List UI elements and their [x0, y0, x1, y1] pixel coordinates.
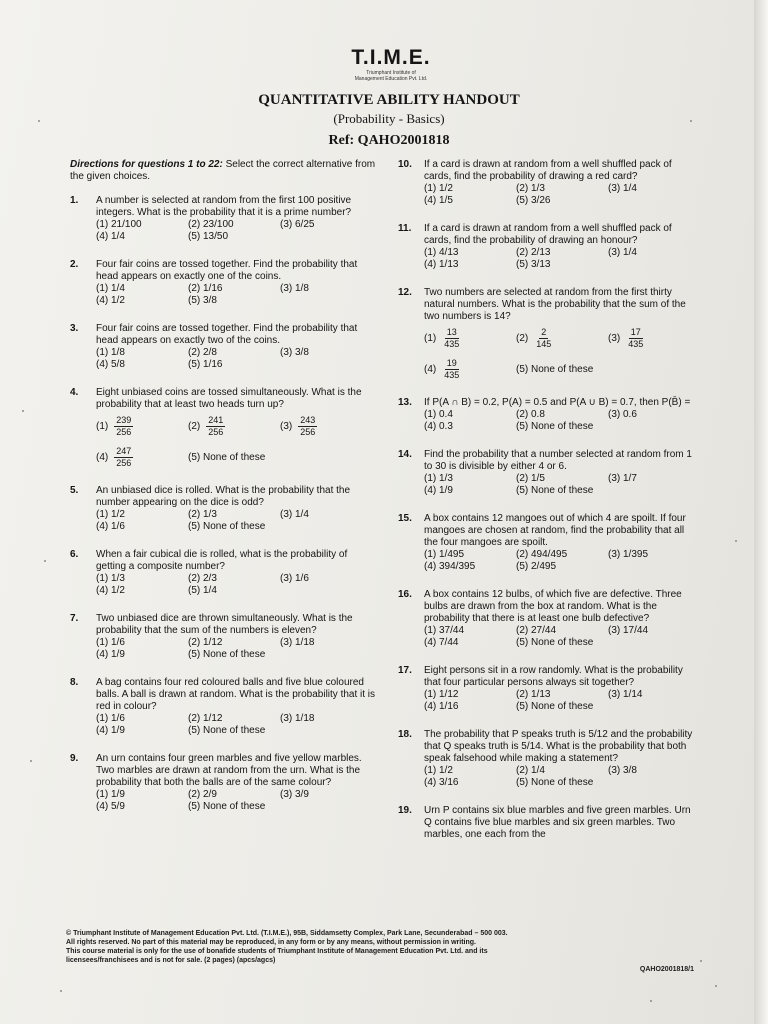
answer-option: (5) None of these: [188, 649, 266, 660]
question-text: Urn P contains six blue marbles and five green marbles. Urn Q contains five blue marbles and six green marbles. Two marbles, one each from the: [424, 805, 691, 840]
fraction-options-row: [424, 358, 698, 381]
fraction-denominator: 435: [444, 370, 460, 380]
scan-speck: [715, 985, 717, 987]
footer-copyright: © Triumphant Institute of Management Education Pvt. Ltd. (T.I.M.E.), 95B, Siddamsetty Complex, Park Lane, Secunderabad – 500 003.: [66, 930, 508, 937]
option-label: (3): [280, 420, 293, 432]
answer-option: (3) 1/8: [280, 283, 309, 294]
directions-text: Select the correct alternative from the given choices.: [70, 159, 376, 182]
answer-option: (5) None of these: [516, 701, 594, 712]
answer-option: (2) 2/3: [188, 573, 217, 584]
scan-speck: [700, 960, 702, 962]
answer-option: (3) 1/395: [608, 549, 649, 560]
answer-options: [96, 347, 376, 371]
page-edge-shadow: [754, 0, 768, 1024]
fraction: [206, 415, 225, 438]
question-item: [398, 287, 698, 381]
answer-option: (3) 3/8: [608, 765, 637, 776]
answer-options: [96, 283, 376, 307]
question-number: 16.: [398, 589, 412, 600]
question-item: [398, 729, 698, 789]
question-number: 2.: [70, 259, 79, 270]
question-text: An unbiased dice is rolled. What is the probability that the number appearing on the dice is odd?: [96, 485, 351, 508]
fraction-denominator: 256: [208, 427, 224, 437]
fraction-numerator: 241: [208, 415, 224, 425]
answer-option: (4) 1/16: [424, 701, 459, 712]
question-number: 12.: [398, 287, 412, 298]
answer-option: (3) 3/9: [280, 789, 309, 800]
answer-option: (5) None of these: [188, 801, 266, 812]
answer-option: (2) 2/13: [516, 247, 551, 258]
question-number: 7.: [70, 613, 79, 624]
fraction-numerator: 243: [300, 415, 316, 425]
answer-option: (5) 3/8: [188, 295, 217, 306]
question-number: 5.: [70, 485, 79, 496]
answer-option: (1) 4/13: [424, 247, 459, 258]
fraction: [442, 327, 461, 350]
answer-options: [96, 713, 376, 737]
answer-option: (1) 1/6: [96, 713, 125, 724]
fraction-denominator: 145: [536, 339, 552, 349]
question-number: 15.: [398, 513, 412, 524]
answer-option: (4) 1/5: [424, 195, 453, 206]
option-none-of-these: (5) None of these: [516, 363, 594, 375]
answer-option: (4) 1/2: [96, 295, 125, 306]
answer-options: [96, 219, 376, 243]
answer-option: (3) 0.6: [608, 409, 637, 420]
fraction: [442, 358, 461, 381]
question-text: A number is selected at random from the first 100 positive integers. What is the probability that it is a prime number?: [96, 195, 352, 218]
answer-option: (1) 1/12: [424, 689, 459, 700]
answer-options: [96, 789, 376, 813]
reference-code: Ref: QAHO2001818: [328, 133, 450, 148]
directions-heading: Directions for questions 1 to 22:: [70, 159, 223, 170]
answer-option: (4) 1/13: [424, 259, 459, 270]
answer-options: [424, 409, 698, 433]
question-item: [398, 449, 698, 497]
logo-subtitle-line1: Triumphant Institute of: [366, 70, 416, 76]
question-item: [398, 223, 698, 271]
answer-option: (1) 1/2: [424, 183, 453, 194]
option-label: (1): [424, 332, 437, 344]
answer-option: (2) 1/16: [188, 283, 223, 294]
answer-option: (4) 0.3: [424, 421, 453, 432]
question-item: [398, 513, 698, 573]
question-item: [70, 485, 376, 533]
question-number: 18.: [398, 729, 412, 740]
question-number: 3.: [70, 323, 79, 334]
answer-option: (5) 13/50: [188, 231, 229, 242]
answer-option: (3) 1/18: [280, 637, 315, 648]
question-text: Two numbers are selected at random from the first thirty natural numbers. What is the probability that the sum of the two numbers is 14?: [424, 287, 686, 322]
answer-option: (4) 5/8: [96, 359, 125, 370]
question-item: [70, 195, 376, 243]
answer-option: (2) 1/3: [188, 509, 217, 520]
question-item: [398, 805, 698, 841]
answer-options: [424, 247, 698, 271]
option-label: (1): [96, 420, 109, 432]
question-number: 8.: [70, 677, 79, 688]
question-text: Find the probability that a number selected at random from 1 to 30 is divisible by either 4 or 6.: [424, 449, 692, 472]
answer-option: (5) None of these: [188, 725, 266, 736]
question-number: 17.: [398, 665, 412, 676]
question-text: If P(A ∩ B) = 0.2, P(A) = 0.5 and P(A ∪ B) = 0.7, then P(B̄) =: [424, 397, 691, 408]
question-number: 4.: [70, 387, 79, 398]
handout-title: QUANTITATIVE ABILITY HANDOUT: [258, 92, 520, 108]
answer-options: [424, 473, 698, 497]
question-item: [70, 613, 376, 661]
fraction-option: [96, 446, 188, 469]
fraction-option: [188, 415, 280, 438]
answer-options: [424, 765, 698, 789]
answer-option: (2) 2/8: [188, 347, 217, 358]
answer-option: (3) 1/6: [280, 573, 309, 584]
fraction: [534, 327, 553, 350]
scan-speck: [690, 120, 692, 122]
answer-option: (1) 21/100: [96, 219, 142, 230]
question-text: Eight persons sit in a row randomly. What is the probability that four particular persons always sit together?: [424, 665, 683, 688]
scan-speck: [735, 540, 737, 542]
scan-speck: [38, 120, 40, 122]
page-footer: [66, 929, 694, 974]
answer-options: [96, 509, 376, 533]
answer-option: (1) 1/495: [424, 549, 465, 560]
question-number: 19.: [398, 805, 412, 816]
answer-option: (3) 1/7: [608, 473, 637, 484]
answer-option: (2) 494/495: [516, 549, 568, 560]
answer-option: (1) 1/4: [96, 283, 125, 294]
question-item: [70, 323, 376, 371]
question-item: [70, 387, 376, 469]
option-label: (2): [188, 420, 201, 432]
question-text: A bag contains four red coloured balls and five blue coloured balls. A ball is drawn at random. What is the probability that it is red in colour?: [96, 677, 376, 712]
fraction-denominator: 256: [116, 458, 132, 468]
answer-options: [424, 549, 698, 573]
answer-option: (5) 3/13: [516, 259, 551, 270]
answer-option: (1) 1/2: [424, 765, 453, 776]
fraction-numerator: 17: [630, 327, 641, 337]
scan-speck: [30, 760, 32, 762]
answer-option: (5) 1/16: [188, 359, 223, 370]
answer-option: (1) 0.4: [424, 409, 453, 420]
question-item: [70, 753, 376, 813]
answer-option: (4) 1/2: [96, 585, 125, 596]
footer-rights: All rights reserved. No part of this material may be reproduced, in any form or by any means, without permission in writing.: [66, 939, 476, 946]
handout-subtitle: (Probability - Basics): [333, 111, 445, 126]
question-item: [398, 665, 698, 713]
fraction-option: [96, 415, 188, 438]
answer-option: (3) 17/44: [608, 625, 649, 636]
fraction-numerator: 2: [541, 327, 547, 337]
time-logo: T.I.M.E.: [351, 46, 431, 69]
question-number: 1.: [70, 195, 79, 206]
answer-option: (3) 6/25: [280, 219, 315, 230]
fraction-option: [280, 415, 372, 438]
answer-option: (5) None of these: [516, 421, 594, 432]
question-text: Four fair coins are tossed together. Find the probability that head appears on exactly two of the coins.: [96, 323, 358, 346]
answer-option: (3) 1/18: [280, 713, 315, 724]
question-number: 11.: [398, 223, 412, 234]
answer-option: (3) 1/4: [608, 183, 637, 194]
answer-option: (1) 1/9: [96, 789, 125, 800]
left-column: [70, 159, 376, 829]
answer-option: (5) 1/4: [188, 585, 217, 596]
answer-option: (1) 1/2: [96, 509, 125, 520]
question-text: If a card is drawn at random from a well shuffled pack of cards, find the probability of drawing an honour?: [424, 223, 672, 246]
option-label: (3): [608, 332, 621, 344]
answer-option: (3) 1/14: [608, 689, 643, 700]
footer-code: QAHO2001818/1: [639, 966, 694, 973]
fraction-numerator: 13: [446, 327, 457, 337]
scan-speck: [22, 410, 24, 412]
answer-option: (4) 5/9: [96, 801, 125, 812]
question-item: [398, 589, 698, 649]
fraction-option: [516, 327, 608, 350]
answer-option: (1) 37/44: [424, 625, 465, 636]
answer-option: (1) 1/6: [96, 637, 125, 648]
answer-option: (5) None of these: [188, 521, 266, 532]
scan-speck: [44, 560, 46, 562]
question-number: 9.: [70, 753, 79, 764]
fraction-options-row: [424, 327, 698, 350]
option-label: (4): [96, 451, 109, 463]
right-column: [398, 159, 698, 857]
answer-option: (1) 1/3: [96, 573, 125, 584]
fraction-option: [424, 358, 516, 381]
option-label: (4): [424, 363, 437, 375]
logo-subtitle-line2: Management Education Pvt. Ltd.: [354, 76, 428, 82]
answer-option: (2) 2/9: [188, 789, 217, 800]
question-number: 6.: [70, 549, 79, 560]
fraction-numerator: 19: [446, 358, 457, 368]
fraction-numerator: 239: [116, 415, 132, 425]
answer-option: (2) 23/100: [188, 219, 234, 230]
answer-option: (3) 1/4: [608, 247, 637, 258]
answer-options: [424, 689, 698, 713]
fraction-options-row: [96, 446, 376, 469]
answer-options: [96, 637, 376, 661]
answer-option: (2) 0.8: [516, 409, 545, 420]
question-text: A box contains 12 mangoes out of which 4 are spoilt. If four mangoes are chosen at random, find the probability that all the four mangoes are spoilt.: [424, 513, 686, 548]
answer-option: (3) 3/8: [280, 347, 309, 358]
answer-option: (2) 1/3: [516, 183, 545, 194]
question-item: [398, 397, 698, 433]
answer-option: (3) 1/4: [280, 509, 309, 520]
fraction: [626, 327, 645, 350]
answer-options: [96, 573, 376, 597]
fraction: [114, 415, 133, 438]
answer-option: (4) 1/6: [96, 521, 125, 532]
answer-option: (4) 1/9: [96, 725, 125, 736]
question-number: 13.: [398, 397, 412, 408]
answer-option: (2) 1/12: [188, 713, 223, 724]
footer-usage: This course material is only for the use of bonafide students of Triumphant Institute of Management Education Pvt. Ltd. and its: [66, 948, 488, 955]
answer-option: (4) 394/395: [424, 561, 476, 572]
answer-option: (5) None of these: [516, 777, 594, 788]
scan-speck: [650, 1000, 652, 1002]
question-item: [70, 549, 376, 597]
question-item: [398, 159, 698, 207]
question-text: The probability that P speaks truth is 5/12 and the probability that Q speaks truth is 5/14. What is the probability that both speak falsehood while making a statement?: [424, 729, 693, 764]
answer-option: (2) 1/4: [516, 765, 545, 776]
answer-option: (2) 27/44: [516, 625, 557, 636]
fraction: [114, 446, 133, 469]
answer-option: (4) 3/16: [424, 777, 459, 788]
fraction-denominator: 256: [116, 427, 132, 437]
answer-option: (5) 3/26: [516, 195, 551, 206]
question-item: [70, 259, 376, 307]
answer-options: [424, 625, 698, 649]
question-number: 14.: [398, 449, 412, 460]
page-header: [0, 46, 768, 149]
fraction-options-row: [96, 415, 376, 438]
question-text: Eight unbiased coins are tossed simultaneously. What is the probability that at least two heads turn up?: [96, 387, 362, 410]
answer-option: (4) 1/4: [96, 231, 125, 242]
scan-speck: [60, 990, 62, 992]
answer-option: (5) None of these: [516, 485, 594, 496]
question-text: Two unbiased dice are thrown simultaneously. What is the probability that the sum of the numbers is eleven?: [96, 613, 353, 636]
fraction-denominator: 435: [444, 339, 460, 349]
question-text: Four fair coins are tossed together. Find the probability that head appears on exactly one of the coins.: [96, 259, 358, 282]
answer-option: (5) None of these: [516, 637, 594, 648]
answer-option: (1) 1/8: [96, 347, 125, 358]
fraction-option: [424, 327, 516, 350]
question-item: [70, 677, 376, 737]
answer-option: (2) 1/12: [188, 637, 223, 648]
answer-option: (2) 1/5: [516, 473, 545, 484]
fraction-option: [608, 327, 700, 350]
question-text: An urn contains four green marbles and five yellow marbles. Two marbles are drawn at random from the urn. What is the probability that both the balls are of the same colour?: [96, 753, 362, 788]
question-text: When a fair cubical die is rolled, what is the probability of getting a composite number?: [96, 549, 348, 572]
option-label: (2): [516, 332, 529, 344]
footer-licensees: licensees/franchisees and is not for sale. (2 pages) (apcs/agcs): [66, 957, 276, 964]
answer-option: (2) 1/13: [516, 689, 551, 700]
answer-option: (5) 2/495: [516, 561, 557, 572]
option-none-of-these: (5) None of these: [188, 451, 266, 463]
answer-option: (4) 1/9: [424, 485, 453, 496]
question-number: 10.: [398, 159, 412, 170]
answer-option: (4) 7/44: [424, 637, 459, 648]
question-text: A box contains 12 bulbs, of which five are defective. Three bulbs are drawn from the box at random. What is the probability that there is at least one bulb defective?: [424, 589, 682, 624]
fraction-numerator: 247: [116, 446, 132, 456]
directions: [70, 159, 376, 183]
answer-option: (4) 1/9: [96, 649, 125, 660]
answer-options: [424, 183, 698, 207]
fraction-denominator: 435: [628, 339, 644, 349]
fraction: [298, 415, 317, 438]
answer-option: (1) 1/3: [424, 473, 453, 484]
question-text: If a card is drawn at random from a well shuffled pack of cards, find the probability of drawing a red card?: [424, 159, 672, 182]
fraction-denominator: 256: [300, 427, 316, 437]
